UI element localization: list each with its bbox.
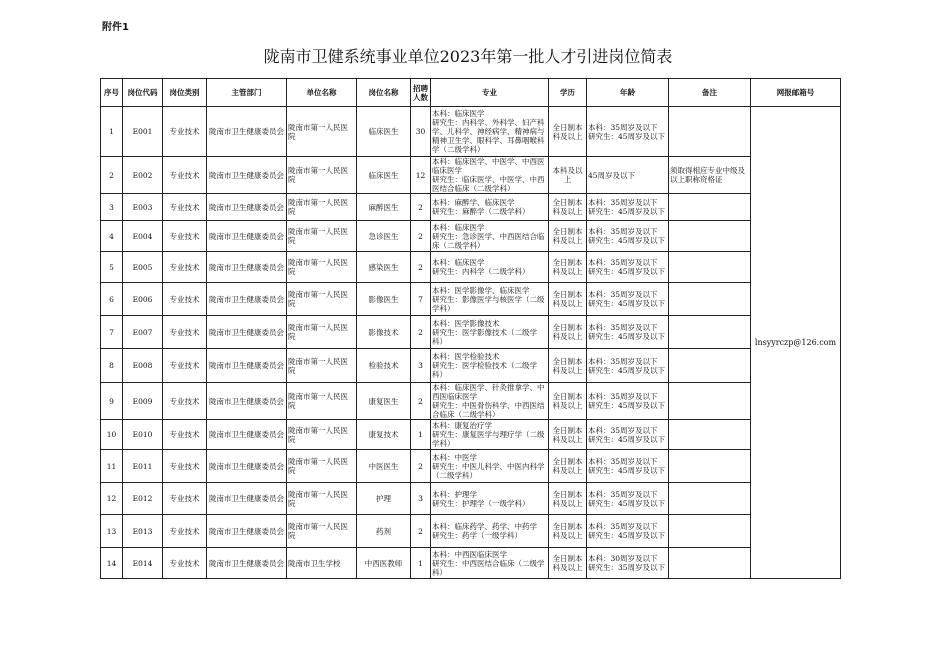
cell-category: 专业技术 xyxy=(163,515,207,548)
cell-age: 本科：35周岁及以下 研究生：45周岁及以下 xyxy=(587,283,669,316)
cell-unit: 陇南市第一人民医院 xyxy=(287,383,357,420)
cell-note xyxy=(669,283,751,316)
cell-category: 专业技术 xyxy=(163,194,207,221)
cell-age: 本科：35周岁及以下 研究生：45周岁及以下 xyxy=(587,107,669,157)
cell-education: 全日制本科及以上 xyxy=(549,483,587,515)
cell-age: 本科：35周岁及以下 研究生：45周岁及以下 xyxy=(587,483,669,515)
cell-seq: 4 xyxy=(101,221,123,252)
cell-education: 全日制本科及以上 xyxy=(549,252,587,283)
cell-note xyxy=(669,107,751,157)
cell-position: 药剂 xyxy=(357,515,411,548)
cell-count: 30 xyxy=(411,107,431,157)
cell-education: 本科及以上 xyxy=(549,157,587,194)
cell-count: 7 xyxy=(411,283,431,316)
cell-unit: 陇南市第一人民医院 xyxy=(287,283,357,316)
cell-count: 2 xyxy=(411,316,431,349)
cell-seq: 7 xyxy=(101,316,123,349)
table-row xyxy=(101,194,841,221)
cell-code: E006 xyxy=(123,283,163,316)
cell-seq: 3 xyxy=(101,194,123,221)
cell-age: 本科：35周岁及以下 研究生：45周岁及以下 xyxy=(587,316,669,349)
cell-code: E011 xyxy=(123,450,163,483)
cell-dept: 陇南市卫生健康委员会 xyxy=(207,316,287,349)
page-title: 陇南市卫健系统事业单位2023年第一批人才引进岗位简表 xyxy=(263,47,673,66)
header-seq: 序号 xyxy=(101,79,123,107)
cell-note xyxy=(669,349,751,383)
cell-count: 2 xyxy=(411,450,431,483)
cell-category: 专业技术 xyxy=(163,283,207,316)
cell-code: E003 xyxy=(123,194,163,221)
table-row xyxy=(101,483,841,515)
cell-education: 全日制本科及以上 xyxy=(549,283,587,316)
cell-code: E009 xyxy=(123,383,163,420)
cell-unit: 陇南市第一人民医院 xyxy=(287,252,357,283)
cell-category: 专业技术 xyxy=(163,252,207,283)
cell-note: 须取得相应专业中级及以上职称资格证 xyxy=(669,157,751,194)
cell-category: 专业技术 xyxy=(163,221,207,252)
cell-position: 中医医生 xyxy=(357,450,411,483)
cell-dept: 陇南市卫生健康委员会 xyxy=(207,221,287,252)
cell-age: 本科：35周岁及以下 研究生：45周岁及以下 xyxy=(587,450,669,483)
cell-major: 本科：医学检验技术 研究生：医学检验技术（二级学科） xyxy=(431,349,549,383)
cell-position: 护理 xyxy=(357,483,411,515)
cell-category: 专业技术 xyxy=(163,349,207,383)
cell-category: 专业技术 xyxy=(163,548,207,579)
cell-age: 本科：35周岁及以下 研究生：45周岁及以下 xyxy=(587,420,669,450)
cell-unit: 陇南市第一人民医院 xyxy=(287,221,357,252)
cell-seq: 13 xyxy=(101,515,123,548)
cell-major: 本科：医学影像技术 研究生：医学影像技术（二级学科） xyxy=(431,316,549,349)
cell-dept: 陇南市卫生健康委员会 xyxy=(207,252,287,283)
cell-dept: 陇南市卫生健康委员会 xyxy=(207,383,287,420)
cell-position: 感染医生 xyxy=(357,252,411,283)
cell-major: 本科：临床医学、中医学、中西医临床医学 研究生：临床医学、中医学、中西医结合临床（二级学科） xyxy=(431,157,549,194)
cell-education: 全日制本科及以上 xyxy=(549,349,587,383)
cell-count: 2 xyxy=(411,515,431,548)
cell-major: 本科：康复治疗学 研究生：康复医学与理疗学（二级学科） xyxy=(431,420,549,450)
cell-major: 本科：临床医学 研究生：内科学（二级学科） xyxy=(431,252,549,283)
cell-dept: 陇南市卫生健康委员会 xyxy=(207,157,287,194)
cell-age: 本科：35周岁及以下 研究生：45周岁及以下 xyxy=(587,221,669,252)
cell-major: 本科：护理学 研究生：护理学（一级学科） xyxy=(431,483,549,515)
cell-position: 影像技术 xyxy=(357,316,411,349)
cell-code: E007 xyxy=(123,316,163,349)
cell-code: E008 xyxy=(123,349,163,383)
cell-note xyxy=(669,383,751,420)
cell-major: 本科：麻醉学、临床医学 研究生：麻醉学（二级学科） xyxy=(431,194,549,221)
cell-count: 2 xyxy=(411,194,431,221)
cell-major: 本科：医学影像学、临床医学 研究生：影像医学与核医学（二级学科） xyxy=(431,283,549,316)
cell-note xyxy=(669,548,751,579)
header-education: 学历 xyxy=(549,79,587,107)
cell-code: E012 xyxy=(123,483,163,515)
cell-major: 本科：中医学 研究生：中医儿科学、中医内科学（二级学科） xyxy=(431,450,549,483)
cell-note xyxy=(669,316,751,349)
cell-dept: 陇南市卫生健康委员会 xyxy=(207,548,287,579)
cell-seq: 5 xyxy=(101,252,123,283)
cell-seq: 6 xyxy=(101,283,123,316)
cell-count: 1 xyxy=(411,420,431,450)
header-category: 岗位类别 xyxy=(163,79,207,107)
cell-count: 2 xyxy=(411,221,431,252)
cell-count: 1 xyxy=(411,548,431,579)
table-row xyxy=(101,420,841,450)
cell-education: 全日制本科及以上 xyxy=(549,450,587,483)
cell-dept: 陇南市卫生健康委员会 xyxy=(207,483,287,515)
email-cell: lnsyyrczp@126.com xyxy=(751,107,841,579)
cell-education: 全日制本科及以上 xyxy=(549,194,587,221)
cell-major: 本科：临床医学 研究生：急诊医学、中西医结合临床（二级学科） xyxy=(431,221,549,252)
header-code: 岗位代码 xyxy=(123,79,163,107)
cell-dept: 陇南市卫生健康委员会 xyxy=(207,349,287,383)
cell-code: E010 xyxy=(123,420,163,450)
table-row xyxy=(101,221,841,252)
cell-education: 全日制本科及以上 xyxy=(549,420,587,450)
cell-age: 本科：35周岁及以下 研究生：45周岁及以下 xyxy=(587,349,669,383)
cell-age: 本科：35周岁及以下 研究生：45周岁及以下 xyxy=(587,252,669,283)
header-count: 招聘人数 xyxy=(411,79,431,107)
attachment-label: 附件1 xyxy=(102,22,129,33)
cell-age: 本科：30周岁及以下 研究生：35周岁及以下 xyxy=(587,548,669,579)
cell-position: 康复技术 xyxy=(357,420,411,450)
positions-table xyxy=(100,78,841,579)
cell-category: 专业技术 xyxy=(163,483,207,515)
cell-unit: 陇南市第一人民医院 xyxy=(287,515,357,548)
table-row xyxy=(101,157,841,194)
cell-seq: 2 xyxy=(101,157,123,194)
cell-age: 45周岁及以下 xyxy=(587,157,669,194)
cell-position: 影像医生 xyxy=(357,283,411,316)
cell-position: 中西医教师 xyxy=(357,548,411,579)
cell-age: 本科：35周岁及以下 研究生：45周岁及以下 xyxy=(587,383,669,420)
cell-code: E005 xyxy=(123,252,163,283)
cell-dept: 陇南市卫生健康委员会 xyxy=(207,420,287,450)
cell-code: E001 xyxy=(123,107,163,157)
cell-dept: 陇南市卫生健康委员会 xyxy=(207,194,287,221)
cell-education: 全日制本科及以上 xyxy=(549,107,587,157)
cell-unit: 陇南市第一人民医院 xyxy=(287,483,357,515)
cell-seq: 11 xyxy=(101,450,123,483)
cell-category: 专业技术 xyxy=(163,107,207,157)
cell-unit: 陇南市第一人民医院 xyxy=(287,107,357,157)
cell-category: 专业技术 xyxy=(163,450,207,483)
cell-count: 2 xyxy=(411,383,431,420)
cell-position: 临床医生 xyxy=(357,107,411,157)
cell-age: 本科：35周岁及以下 研究生：45周岁及以下 xyxy=(587,194,669,221)
header-email: 网报邮箱号 xyxy=(751,79,841,107)
cell-major: 本科：临床医学 研究生：内科学、外科学、妇产科学、儿科学、神经病学、精神病与精神卫生学、眼科学、耳鼻咽喉科学（二级学科） xyxy=(431,107,549,157)
cell-note xyxy=(669,515,751,548)
table-body xyxy=(101,107,841,579)
table-row xyxy=(101,316,841,349)
cell-age: 本科：35周岁及以下 研究生：45周岁及以下 xyxy=(587,515,669,548)
header-position: 岗位名称 xyxy=(357,79,411,107)
table-row xyxy=(101,349,841,383)
cell-unit: 陇南市第一人民医院 xyxy=(287,157,357,194)
header-dept: 主管部门 xyxy=(207,79,287,107)
table-row xyxy=(101,107,841,157)
cell-code: E002 xyxy=(123,157,163,194)
cell-seq: 10 xyxy=(101,420,123,450)
cell-education: 全日制本科及以上 xyxy=(549,548,587,579)
cell-seq: 1 xyxy=(101,107,123,157)
header-note: 备注 xyxy=(669,79,751,107)
cell-dept: 陇南市卫生健康委员会 xyxy=(207,283,287,316)
cell-category: 专业技术 xyxy=(163,157,207,194)
cell-count: 2 xyxy=(411,252,431,283)
cell-unit: 陇南市第一人民医院 xyxy=(287,450,357,483)
cell-seq: 9 xyxy=(101,383,123,420)
cell-dept: 陇南市卫生健康委员会 xyxy=(207,107,287,157)
cell-position: 康复医生 xyxy=(357,383,411,420)
cell-count: 3 xyxy=(411,483,431,515)
cell-seq: 8 xyxy=(101,349,123,383)
cell-note xyxy=(669,221,751,252)
table-header-row xyxy=(101,79,841,107)
cell-major: 本科：临床医学、针灸推拿学、中西医临床医学 研究生：中医骨伤科学、中西医结合临床（二级学科） xyxy=(431,383,549,420)
cell-dept: 陇南市卫生健康委员会 xyxy=(207,515,287,548)
cell-unit: 陇南市第一人民医院 xyxy=(287,194,357,221)
cell-count: 12 xyxy=(411,157,431,194)
table-row xyxy=(101,548,841,579)
cell-education: 全日制本科及以上 xyxy=(549,316,587,349)
table-row xyxy=(101,383,841,420)
cell-note xyxy=(669,194,751,221)
table-row xyxy=(101,252,841,283)
cell-count: 3 xyxy=(411,349,431,383)
cell-unit: 陇南市第一人民医院 xyxy=(287,420,357,450)
cell-note xyxy=(669,483,751,515)
header-age: 年龄 xyxy=(587,79,669,107)
cell-major: 本科：临床药学、药学、中药学 研究生：药学（一级学科） xyxy=(431,515,549,548)
cell-major: 本科：中西医临床医学 研究生：中西医结合临床（二级学科） xyxy=(431,548,549,579)
cell-position: 检验技术 xyxy=(357,349,411,383)
cell-category: 专业技术 xyxy=(163,383,207,420)
cell-education: 全日制本科及以上 xyxy=(549,515,587,548)
cell-unit: 陇南市卫生学校 xyxy=(287,548,357,579)
table-row xyxy=(101,283,841,316)
cell-note xyxy=(669,420,751,450)
cell-position: 临床医生 xyxy=(357,157,411,194)
header-unit: 单位名称 xyxy=(287,79,357,107)
cell-position: 麻醉医生 xyxy=(357,194,411,221)
cell-position: 急诊医生 xyxy=(357,221,411,252)
header-major: 专业 xyxy=(431,79,549,107)
cell-seq: 12 xyxy=(101,483,123,515)
table-row xyxy=(101,450,841,483)
cell-code: E014 xyxy=(123,548,163,579)
cell-category: 专业技术 xyxy=(163,316,207,349)
table-row xyxy=(101,515,841,548)
cell-education: 全日制本科及以上 xyxy=(549,221,587,252)
cell-code: E004 xyxy=(123,221,163,252)
cell-dept: 陇南市卫生健康委员会 xyxy=(207,450,287,483)
cell-seq: 14 xyxy=(101,548,123,579)
cell-note xyxy=(669,252,751,283)
cell-code: E013 xyxy=(123,515,163,548)
cell-education: 全日制本科及以上 xyxy=(549,383,587,420)
cell-note xyxy=(669,450,751,483)
cell-unit: 陇南市第一人民医院 xyxy=(287,349,357,383)
cell-unit: 陇南市第一人民医院 xyxy=(287,316,357,349)
cell-category: 专业技术 xyxy=(163,420,207,450)
